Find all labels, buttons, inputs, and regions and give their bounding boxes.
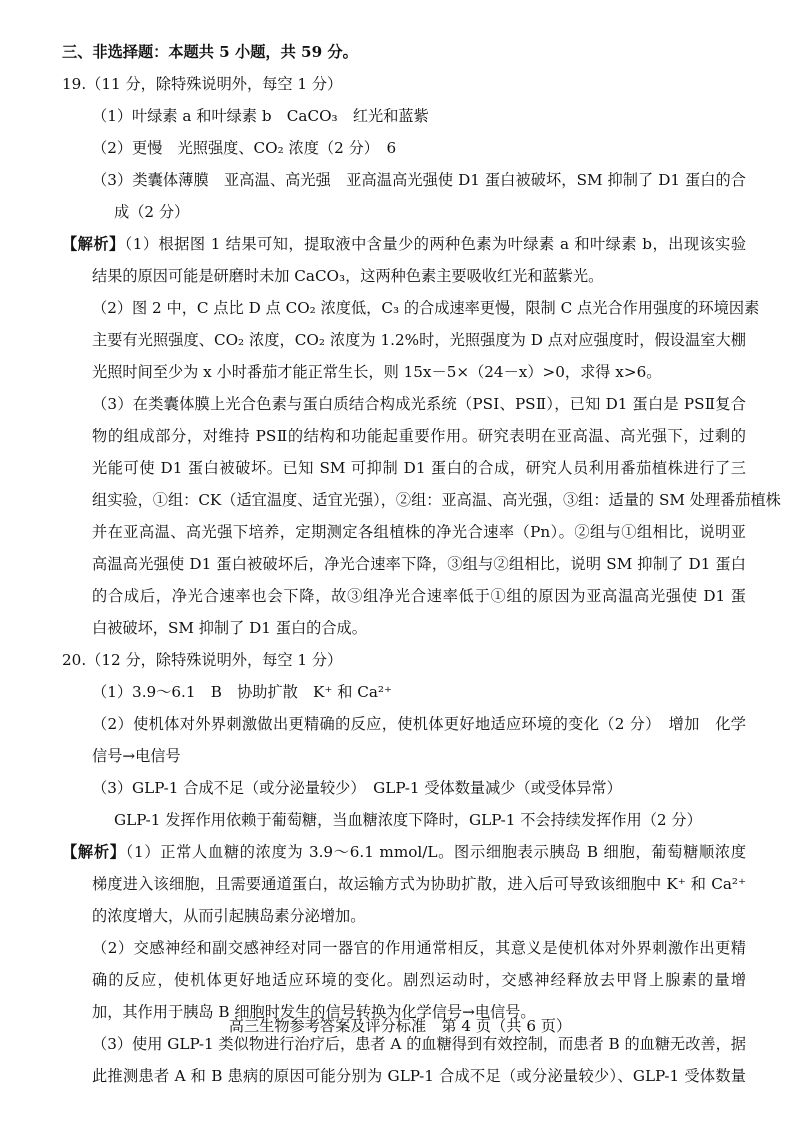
q19-answer-3: （3）类囊体薄膜 亚高温、高光强 亚高温高光强使 D1 蛋白被破坏，SM 抑制了 D1 蛋白的合 <box>92 171 746 189</box>
analysis-tag: 【解析】 <box>62 235 125 253</box>
q19-explanation-3-l6: 高温高光强使 D1 蛋白被破坏后，净光合速率下降，③组与②组相比，说明 SM 抑制了 D1 蛋白 <box>92 555 746 573</box>
section-heading: 三、非选择题：本题共 5 小题，共 59 分。 <box>62 43 358 61</box>
q20-explanation-3: （3）使用 GLP-1 类似物进行治疗后，患者 A 的血糖得到有效控制，而患者 B 的血糖无改善，据 <box>92 1035 746 1053</box>
q19-explanation-3-l4: 组实验，①组：CK（适宜温度、适宜光强），②组：亚高温、高光强，③组：适量的 SM 处理番茄植株 <box>92 491 781 509</box>
q19-answer-1: （1）叶绿素 a 和叶绿素 b CaCO₃ 红光和蓝紫 <box>92 107 429 125</box>
q19-header: 19.（11 分，除特殊说明外，每空 1 分） <box>62 75 343 93</box>
q20-answer-2-cont: 信号→电信号 <box>92 747 181 765</box>
q20-explanation-2-end: 加，其作用于胰岛 B 细胞时发生的信号转换为化学信号→电信号。 <box>92 1003 536 1021</box>
q20-exp1-text: （1）正常人血糖的浓度为 3.9～6.1 mmol/L。图示细胞表示胰岛 B 细胞，葡萄糖顺浓度 <box>125 843 747 861</box>
page-footer: 高三生物参考答案及评分标准 第 4 页（共 6 页） <box>228 1017 572 1035</box>
q20-answer-1: （1）3.9～6.1 B 协助扩散 K⁺ 和 Ca²⁺ <box>92 683 392 701</box>
q19-explanation-2-cont: 主要有光照强度、CO₂ 浓度，CO₂ 浓度为 1.2%时，光照强度为 D 点对应强度时，假设温室大棚 <box>92 331 746 349</box>
q20-answer-3-cont: GLP-1 发挥作用依赖于葡萄糖，当血糖浓度下降时，GLP-1 不会持续发挥作用（2 分） <box>114 811 702 829</box>
q19-explanation-1-cont: 结果的原因可能是研磨时未加 CaCO₃，这两种色素主要吸收红光和蓝紫光。 <box>92 267 604 285</box>
q20-explanation-1-end: 的浓度增大，从而引起胰岛素分泌增加。 <box>92 907 366 925</box>
q20-explanation-3-cont: 此推测患者 A 和 B 患病的原因可能分别为 GLP-1 合成不足（或分泌量较少）、GLP-1 受体数量 <box>92 1067 746 1085</box>
answer-page <box>62 36 781 1092</box>
q20-answer-3: （3）GLP-1 合成不足（或分泌量较少） GLP-1 受体数量减少（或受体异常） <box>92 779 622 797</box>
q19-exp1-text: （1）根据图 1 结果可知，提取液中含量少的两种色素为叶绿素 a 和叶绿素 b，出现该实验 <box>124 235 747 253</box>
q20-header: 20.（12 分，除特殊说明外，每空 1 分） <box>62 651 343 669</box>
q19-answer-2: （2）更慢 光照强度、CO₂ 浓度（2 分） 6 <box>92 139 397 157</box>
q19-explanation-1 <box>62 228 746 260</box>
q19-explanation-3: （3）在类囊体膜上光合色素与蛋白质结合构成光系统（PSⅠ、PSⅡ），已知 D1 蛋白是 PSⅡ复合 <box>92 395 746 413</box>
q19-explanation-3-l3: 光能可使 D1 蛋白被破坏。已知 SM 可抑制 D1 蛋白的合成，研究人员利用番茄植株进行了三 <box>92 459 746 477</box>
q19-explanation-3-l8: 白被破坏，SM 抑制了 D1 蛋白的合成。 <box>92 619 367 637</box>
q19-explanation-3-l2: 物的组成部分，对维持 PSⅡ的结构和功能起重要作用。研究表明在亚高温、高光强下，过剩的 <box>92 427 746 445</box>
q20-explanation-2-cont: 确的反应，使机体更好地适应环境的变化。剧烈运动时，交感神经释放去甲肾上腺素的量增 <box>92 971 746 989</box>
q19-explanation-2: （2）图 2 中，C 点比 D 点 CO₂ 浓度低，C₃ 的合成速率更慢，限制 C 点光合作用强度的环境因素 <box>92 299 760 317</box>
q19-answer-3-cont: 成（2 分） <box>114 203 190 221</box>
q19-explanation-3-l7: 的合成后，净光合速率也会下降，故③组净光合速率低于①组的原因为亚高温高光强使 D1 蛋 <box>92 587 746 605</box>
q20-explanation-1 <box>62 836 746 868</box>
q20-explanation-1-cont: 梯度进入该细胞，且需要通道蛋白，故运输方式为协助扩散，进入后可导致该细胞中 K⁺ 和 Ca²⁺ <box>92 875 746 893</box>
analysis-tag: 【解析】 <box>62 843 126 861</box>
q20-answer-2: （2）使机体对外界刺激做出更精确的反应，使机体更好地适应环境的变化（2 分） 增加 化学 <box>92 715 746 733</box>
q19-explanation-2-end: 光照时间至少为 x 小时番茄才能正常生长，则 15x－5×（24－x）>0，求得 x>6。 <box>92 363 662 381</box>
q19-explanation-3-l5: 并在亚高温、高光强下培养，定期测定各组植株的净光合速率（Pn）。②组与①组相比，说明亚 <box>92 523 746 541</box>
q20-explanation-2: （2）交感神经和副交感神经对同一器官的作用通常相反，其意义是使机体对外界刺激作出更精 <box>92 939 746 957</box>
